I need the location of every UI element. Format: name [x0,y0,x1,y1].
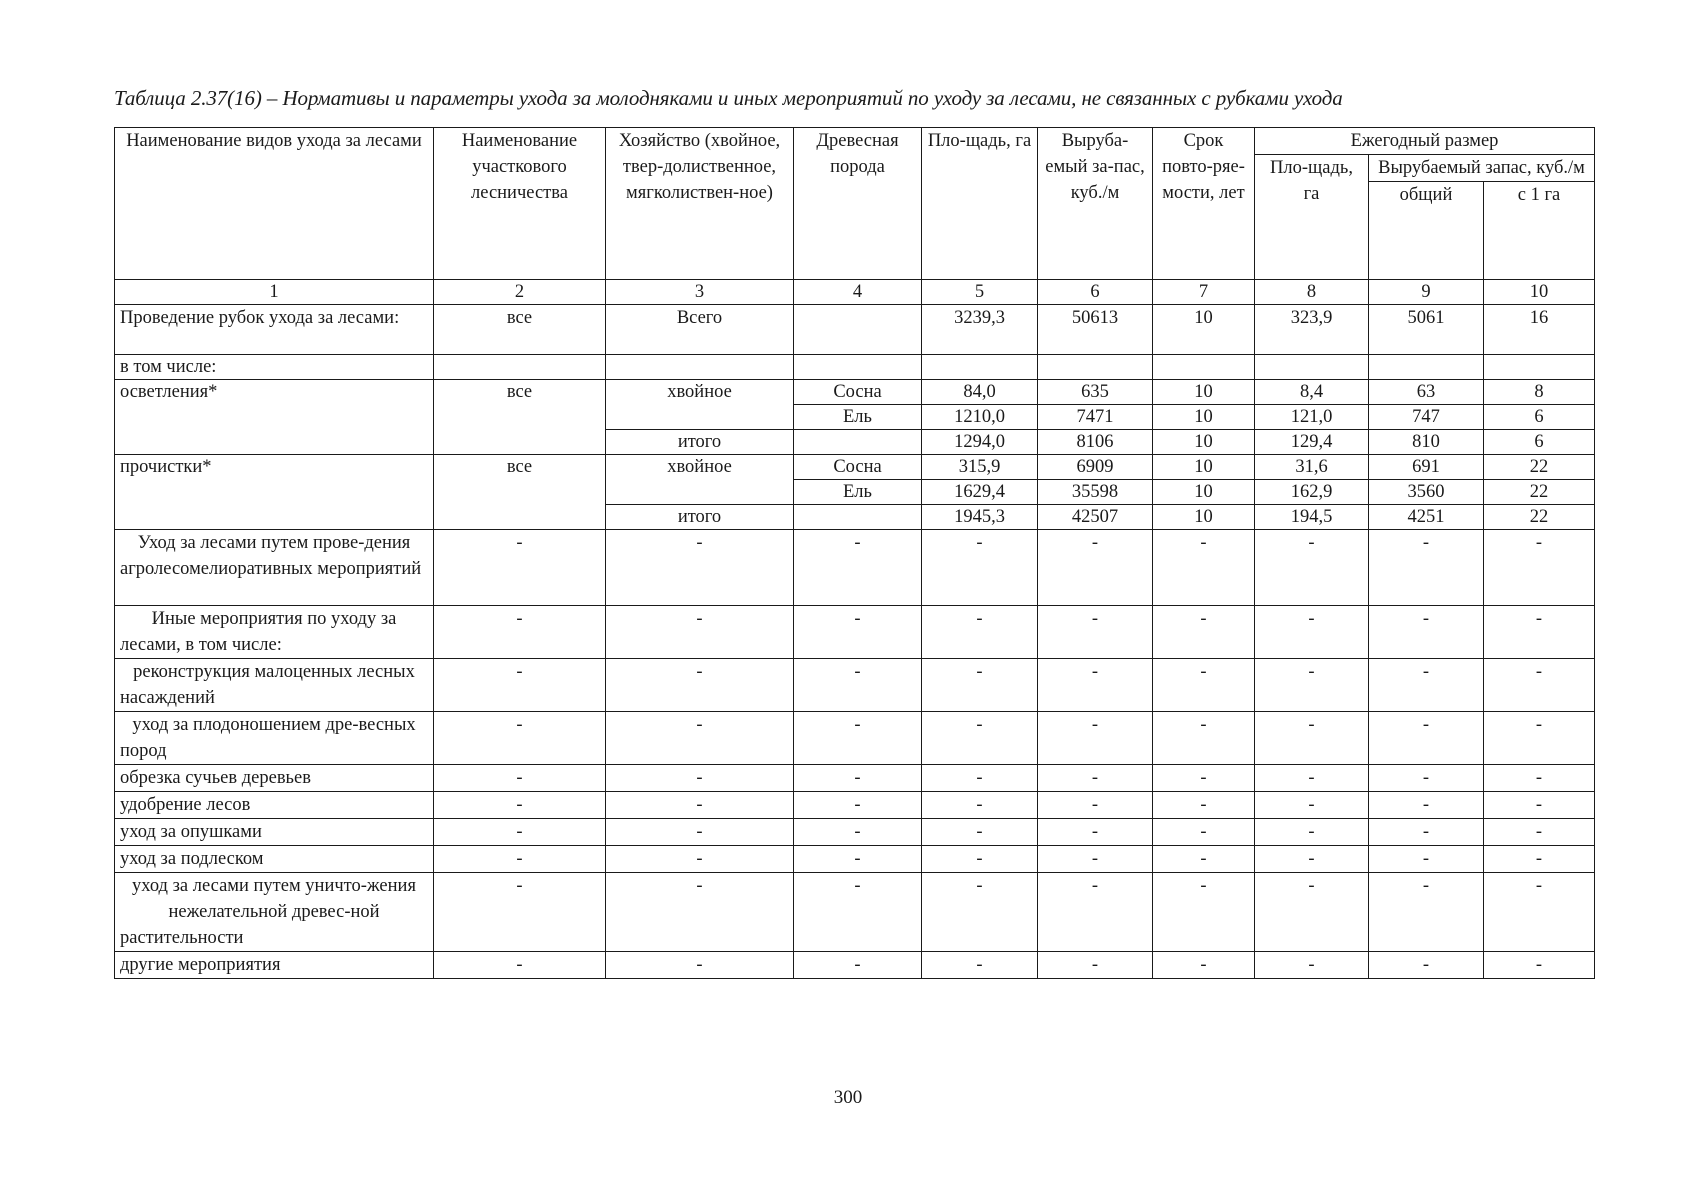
header-col-2: Наименование участкового лесничества [434,128,606,280]
cell-annual-per-ha: 22 [1484,455,1595,480]
row-name: прочистки* [115,455,434,530]
cell-dash: - [1153,792,1255,819]
cell-annual-per-ha: 16 [1484,305,1595,355]
cell-dash: - [1153,873,1255,952]
table-row [115,712,1595,765]
cell-dash: - [434,765,606,792]
row-name: Уход за лесами путем прове-дения агролесомелиоративных мероприятий [115,530,434,606]
cell-dash: - [794,765,922,792]
cell-dash: - [1484,712,1595,765]
cell-dash: - [794,712,922,765]
cell-stock: 7471 [1038,405,1153,430]
col-number: 10 [1484,280,1595,305]
cell-dash: - [1038,659,1153,712]
cell-period: 10 [1153,305,1255,355]
cell-dash: - [1369,606,1484,659]
cell-dash: - [794,530,922,606]
cell-stock: 35598 [1038,480,1153,505]
cell-type: хвойное [606,380,794,430]
cell-area: 84,0 [922,380,1038,405]
col-number: 8 [1255,280,1369,305]
cell-annual-area: 162,9 [1255,480,1369,505]
cell-dash: - [606,952,794,979]
cell-species [794,305,922,355]
cell-dash: - [1038,792,1153,819]
cell-species: Сосна [794,455,922,480]
cell-dash: - [794,659,922,712]
cell-species: Ель [794,480,922,505]
cell-annual-total: 3560 [1369,480,1484,505]
cell-type: хвойное [606,455,794,505]
cell-dash: - [1153,846,1255,873]
cell-dash: - [1038,530,1153,606]
cell-annual-total: 63 [1369,380,1484,405]
cell-type: Всего [606,305,794,355]
cell-annual-area: 8,4 [1255,380,1369,405]
cell-dash: - [606,819,794,846]
table-row [115,530,1595,606]
cell-dash: - [606,712,794,765]
header-col-10: с 1 га [1484,182,1595,280]
cell-annual-total: 747 [1369,405,1484,430]
cell-dash: - [922,765,1038,792]
cell-dash: - [1153,819,1255,846]
cell-annual-per-ha: 8 [1484,380,1595,405]
cell-stock: 6909 [1038,455,1153,480]
cell-annual-total: 4251 [1369,505,1484,530]
cell-dash: - [434,846,606,873]
cell-dash: - [434,659,606,712]
cell-dash: - [1255,530,1369,606]
table-row [115,819,1595,846]
cell-dash: - [1255,606,1369,659]
cell-dash: - [1369,846,1484,873]
header-col-7: Срок повто-ряе-мости, лет [1153,128,1255,280]
table-row [115,873,1595,952]
cell-dash: - [922,659,1038,712]
cell-dash: - [1484,530,1595,606]
column-numbers-row [115,280,1595,305]
cell-forestry: все [434,305,606,355]
row-name: реконструкция малоценных лесных насаждений [115,659,434,712]
cell-dash: - [1153,765,1255,792]
col-number: 4 [794,280,922,305]
col-number: 7 [1153,280,1255,305]
cell-dash: - [1038,873,1153,952]
cell-dash: - [922,952,1038,979]
cell-annual-area: 129,4 [1255,430,1369,455]
cell-area: 3239,3 [922,305,1038,355]
cell-dash: - [1255,819,1369,846]
header-col-1: Наименование видов ухода за лесами [115,128,434,280]
cell-period: 10 [1153,480,1255,505]
cell-dash: - [1038,952,1153,979]
cell-stock: 42507 [1038,505,1153,530]
cell-dash: - [1369,765,1484,792]
cell-dash: - [922,606,1038,659]
cell-dash: - [606,530,794,606]
row-name: уход за лесами путем уничто-жения нежелательной древес-ной растительности [115,873,434,952]
table-row [115,765,1595,792]
cell-dash: - [922,819,1038,846]
cell-dash: - [1038,712,1153,765]
cell-annual-per-ha: 22 [1484,505,1595,530]
cell-dash: - [1153,530,1255,606]
cell-dash: - [1153,712,1255,765]
other-activities [115,530,1595,979]
cell-area: 1945,3 [922,505,1038,530]
row-name: уход за плодоношением дре-весных пород [115,712,434,765]
cell-dash: - [1369,530,1484,606]
row-name: уход за опушками [115,819,434,846]
cell-dash: - [434,952,606,979]
row-name: другие мероприятия [115,952,434,979]
cell-area: 1294,0 [922,430,1038,455]
header-row-1 [115,128,1595,155]
cell-annual-area: 121,0 [1255,405,1369,430]
cell-dash: - [1255,765,1369,792]
table-row [115,792,1595,819]
cell-dash: - [606,792,794,819]
cell-dash: - [1484,792,1595,819]
cell-dash: - [1038,819,1153,846]
row-name: уход за подлеском [115,846,434,873]
cell-dash: - [1153,659,1255,712]
cell-dash: - [794,792,922,819]
cell-stock: 635 [1038,380,1153,405]
row-name: Проведение рубок ухода за лесами: [115,305,434,355]
cell-dash: - [1484,659,1595,712]
cell-dash: - [922,846,1038,873]
col-number: 2 [434,280,606,305]
cell-dash: - [1255,659,1369,712]
cell-species: Сосна [794,380,922,405]
cell-dash: - [434,530,606,606]
header-col-8: Пло-щадь, га [1255,155,1369,280]
col-number: 5 [922,280,1038,305]
cell-dash: - [794,819,922,846]
cell-dash: - [1255,873,1369,952]
cell-forestry: все [434,455,606,530]
cell-annual-per-ha: 6 [1484,430,1595,455]
cell-dash: - [606,765,794,792]
cell-dash: - [1369,819,1484,846]
cell-dash: - [794,873,922,952]
cell-dash: - [1369,659,1484,712]
cell-dash: - [922,792,1038,819]
cell-dash: - [1484,765,1595,792]
cell-period: 10 [1153,405,1255,430]
cell-species [794,505,922,530]
header-cut-stock: Вырубаемый запас, куб./м [1369,155,1595,182]
cell-dash: - [606,846,794,873]
col-number: 3 [606,280,794,305]
cell-dash: - [922,530,1038,606]
header-col-6: Выруба-емый за-пас, куб./м [1038,128,1153,280]
cell-dash: - [1369,712,1484,765]
header-col-3: Хозяйство (хвойное, твер-долиственное, мягколиствен-ное) [606,128,794,280]
cell-area: 1210,0 [922,405,1038,430]
cell-dash: - [922,712,1038,765]
table-caption: Таблица 2.37(16) – Нормативы и параметры ухода за молодняками и иных мероприятий по уходу за лесами, не связанных с рубками ухода [114,86,1343,110]
cell-dash: - [1484,873,1595,952]
cell-period: 10 [1153,455,1255,480]
cell-area: 315,9 [922,455,1038,480]
page-number: 300 [833,1087,863,1108]
forest-care-table [114,127,1595,979]
cell-dash: - [1255,952,1369,979]
cell-dash: - [434,819,606,846]
table-row-including [115,355,1595,380]
cell-dash: - [434,712,606,765]
table-row [115,606,1595,659]
cell-dash: - [1255,846,1369,873]
header-col-5: Пло-щадь, га [922,128,1038,280]
row-name: удобрение лесов [115,792,434,819]
cell-type: итого [606,430,794,455]
table-row [115,659,1595,712]
cell-dash: - [606,873,794,952]
cell-stock: 8106 [1038,430,1153,455]
cell-dash: - [1484,846,1595,873]
col-number: 1 [115,280,434,305]
cell-species: Ель [794,405,922,430]
cell-species [794,430,922,455]
cell-dash: - [1484,819,1595,846]
cell-dash: - [1038,606,1153,659]
cell-annual-total: 5061 [1369,305,1484,355]
cell-annual-total: 691 [1369,455,1484,480]
header-annual: Ежегодный размер [1255,128,1595,155]
cell-period: 10 [1153,380,1255,405]
header-col-4: Древесная порода [794,128,922,280]
cell-dash: - [922,873,1038,952]
cell-dash: - [794,846,922,873]
row-name: осветления* [115,380,434,455]
cell-dash: - [1369,952,1484,979]
cell-annual-area: 323,9 [1255,305,1369,355]
cell-stock: 50613 [1038,305,1153,355]
cell-period: 10 [1153,505,1255,530]
cell-annual-total: 810 [1369,430,1484,455]
table-row [115,455,1595,480]
row-name: Иные мероприятия по уходу за лесами, в том числе: [115,606,434,659]
table-row [115,380,1595,405]
cell-dash: - [434,792,606,819]
cell-period: 10 [1153,430,1255,455]
cell-dash: - [606,606,794,659]
row-name: обрезка сучьев деревьев [115,765,434,792]
cell-area: 1629,4 [922,480,1038,505]
cell-dash: - [1255,792,1369,819]
cell-dash: - [1369,873,1484,952]
cell-dash: - [434,873,606,952]
cell-dash: - [1038,765,1153,792]
cell-dash: - [794,952,922,979]
cell-dash: - [1153,606,1255,659]
col-number: 9 [1369,280,1484,305]
cell-annual-per-ha: 6 [1484,405,1595,430]
cell-dash: - [1369,792,1484,819]
header-col-9: общий [1369,182,1484,280]
row-name: в том числе: [115,355,434,380]
cell-dash: - [1153,952,1255,979]
table-row [115,846,1595,873]
col-number: 6 [1038,280,1153,305]
cell-dash: - [434,606,606,659]
cell-annual-area: 31,6 [1255,455,1369,480]
cell-dash: - [1038,846,1153,873]
cell-dash: - [1255,712,1369,765]
cell-dash: - [606,659,794,712]
table-row-total [115,305,1595,355]
cell-annual-area: 194,5 [1255,505,1369,530]
cell-dash: - [1484,606,1595,659]
table-row [115,952,1595,979]
cell-annual-per-ha: 22 [1484,480,1595,505]
cell-dash: - [794,606,922,659]
cell-forestry: все [434,380,606,455]
cell-type: итого [606,505,794,530]
cell-dash: - [1484,952,1595,979]
